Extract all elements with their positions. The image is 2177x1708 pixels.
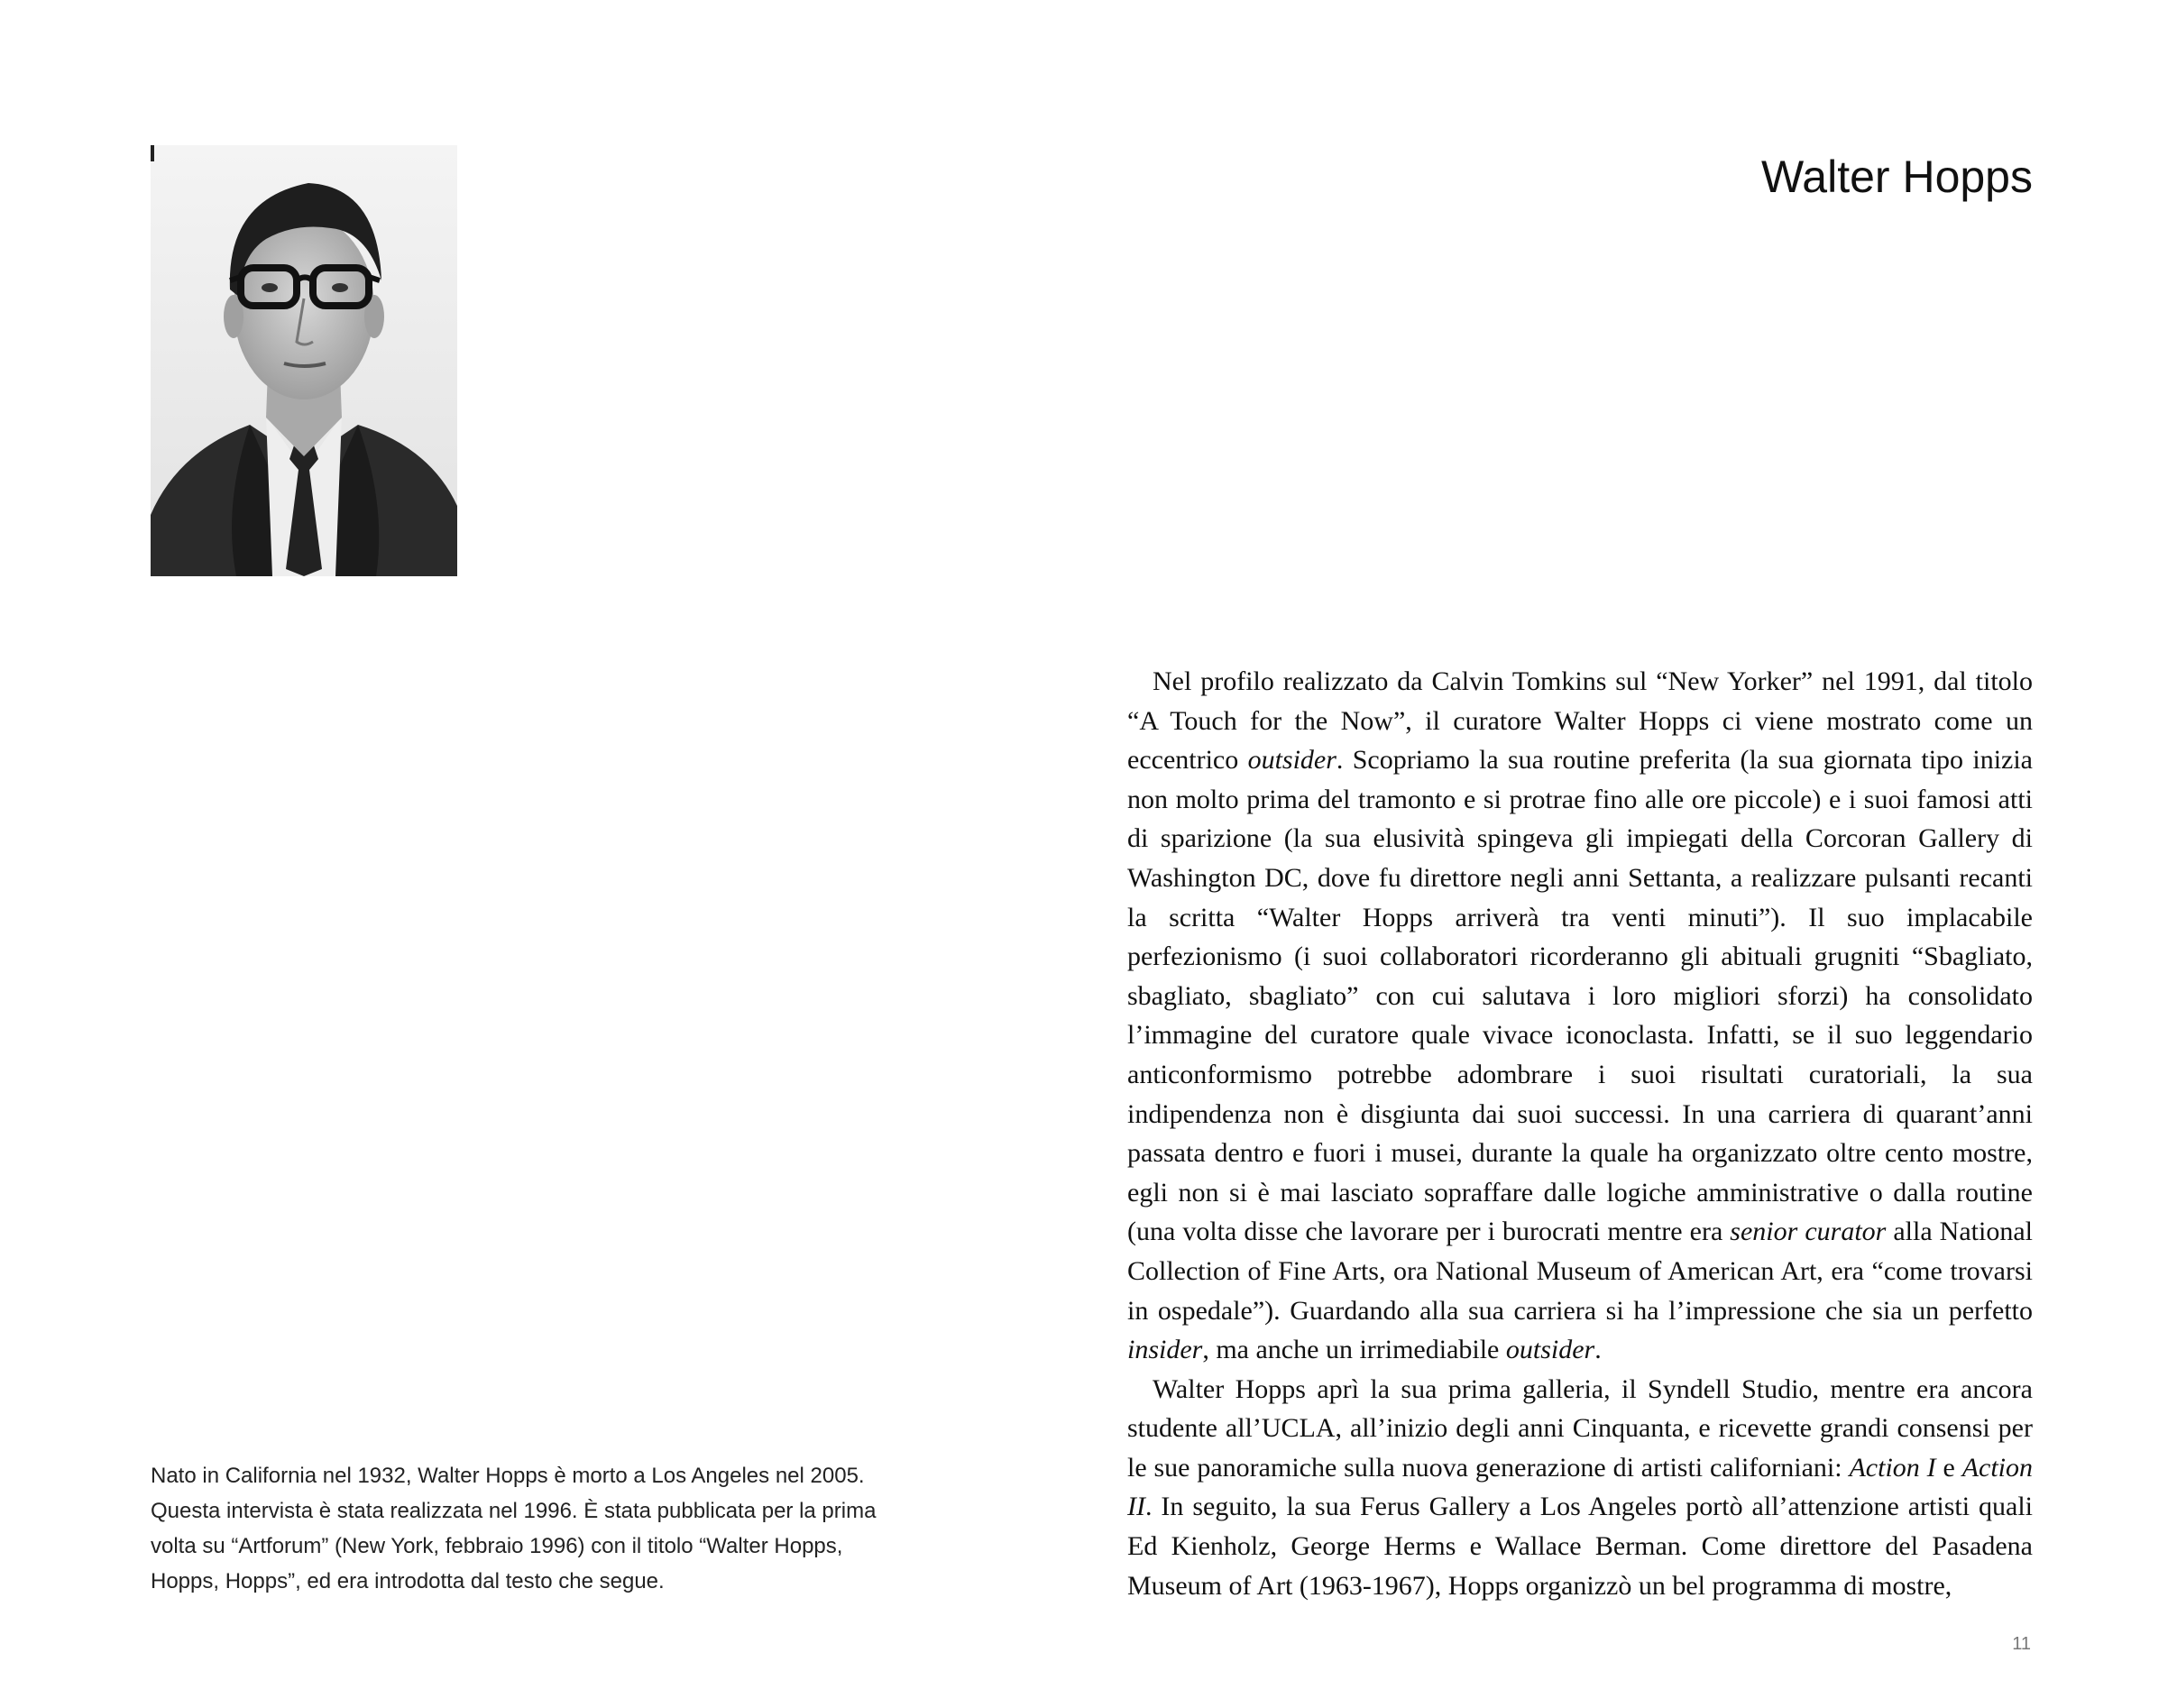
page-title: Walter Hopps [1760, 152, 2033, 202]
text-segment: e [1935, 1452, 1962, 1483]
body-text [1127, 662, 2033, 1605]
text-segment: alla National Collection of Fine Arts, ora National Museum of American Art, era “come trovarsi in ospedale”). Guardando alla sua carriera si ha l’impressione che sia un perfetto [1127, 1217, 2033, 1326]
caption-text: Nato in California nel 1932, Walter Hopps è morto a Los Angeles nel 2005. Questa intervista è stata realizzata nel 1996. È stata pubblicata per la prima volta su “Artforum” (New York, febbraio 1996) con il titolo “Walter Hopps, Hopps, Hopps”, ed era introdotta dal testo che segue. [151, 1464, 877, 1593]
text-segment: . [1594, 1335, 1602, 1365]
text-segment: Walter Hopps aprì la sua prima galleria, il Syndell Studio, mentre era ancora studente all’UCLA, all’inizio degli anni Cinquanta, e ricevette grandi consensi per le sue panoramiche sulla nuova generazione di artisti californiani: [1127, 1373, 2033, 1483]
text-segment: , ma anche un irrimediabile [1202, 1335, 1506, 1365]
italic-segment: Action I [1849, 1452, 1936, 1483]
text-segment: . Scopriamo la sua routine preferita (la sua giornata tipo inizia non molto prima del tramonto e si protrae fino alle ore piccole) e i suoi famosi atti di sparizione (la sua elusività spingeva gli impiegati della Corcoran Gallery di Washington DC, dove fu direttore negli anni Settanta, a realizzare pulsanti recanti la scritta “Walter Hopps arriverà tra venti minuti”). Il suo implacabile perfezionismo (i suoi collaboratori ricorderanno gli abituali grugniti “Sbagliato, sbagliato, sbagliato” con cui salutava i loro migliori sforzi) ha consolidato l’immagine del curatore quale vivace iconoclasta. Infatti, se il suo leggendario anticonformismo potrebbe adombrare i suoi risultati curatoriali, la sua indipendenza non è disgiunta dai suoi successi. In una carriera di quarant’anni passata dentro e fuori i musei, durante la quale ha organizzato oltre cento mostre, egli non si è mai lasciato sopraffare dalle logiche amministrative o dalla routine (una volta disse che lavorare per i burocrati mentre era [1127, 745, 2033, 1247]
body-paragraph-1 [1127, 662, 2033, 1370]
page-number: 11 [2012, 1634, 2031, 1654]
portrait-caption [151, 1458, 913, 1599]
italic-segment: senior curator [1730, 1217, 1887, 1247]
text-segment: Nel profilo realizzato da Calvin Tomkins sul “New Yorker” nel 1991, dal titolo “A Touch for the Now”, il curatore Walter Hopps ci viene mostrato come un eccentrico [1127, 666, 2033, 776]
italic-segment: insider [1127, 1335, 1203, 1365]
body-paragraph-2 [1127, 1370, 2033, 1606]
italic-segment: Action II [1127, 1452, 2033, 1522]
text-segment: . In seguito, la sua Ferus Gallery a Los Angeles portò all’attenzione artisti quali Ed Kienholz, George Herms e Wallace Berman. Come direttore del Pasadena Museum of Art (1963-1967), Hopps organizzò un bel programma di mostre, [1127, 1492, 2033, 1601]
italic-segment: outsider [1505, 1335, 1595, 1365]
italic-segment: outsider [1247, 745, 1337, 776]
portrait-image [151, 145, 457, 576]
